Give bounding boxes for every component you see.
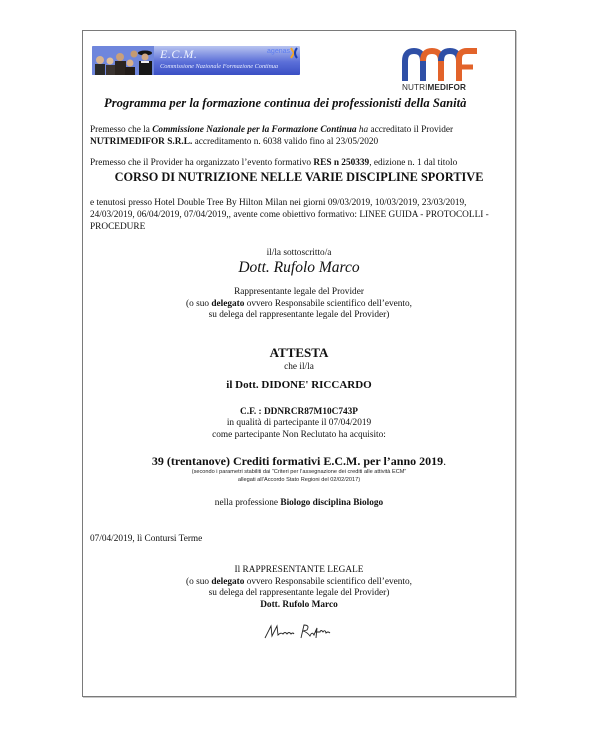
course-title: CORSO DI NUTRIZIONE NELLE VARIE DISCIPLINE SPORTIVE (114, 170, 484, 184)
provider-accreditation-text: Premesso che la Commissione Nazionale per la Formazione Continua ha accreditato il Provider NUTRIMEDIFOR S.R.L. accreditamento n. 6038 valido fino al 23/05/2020 (90, 125, 454, 148)
painting-figures-image (92, 46, 154, 75)
agenas-label: agenas (267, 48, 290, 55)
ecm-title: E.C.M. (160, 47, 198, 61)
signature-block-title: Il RAPPRESENTANTE LEGALE (234, 565, 364, 575)
attesta-that: che il/la (284, 362, 314, 372)
profession-text: nella professione Biologo disciplina Biologo (214, 498, 384, 508)
nutrimedifor-logo (401, 45, 479, 97)
credits-awarded: 39 (trentanove) Crediti formativi E.C.M. per l’anno 2019. (151, 454, 447, 468)
ecm-banner (92, 46, 300, 75)
mmf-logo-icon (401, 45, 479, 83)
undersigned-delegate-line1: (o suo delegato ovvero Responsabile scientifico dell’evento, (186, 299, 412, 309)
event-details-text: e tenutosi presso Hotel Double Tree By Hilton Milan nei giorni 09/03/2019, 10/03/2019, 23/03/2019, 24/03/2019, 06/04/2019, 07/04/2019,, avente come obiettivo formativo: LINEE GUIDA - PROTOCOLLI - PROCEDURE (90, 198, 489, 233)
participant-type: come partecipante Non Reclutato ha acquisito: (212, 430, 386, 440)
program-heading: Programma per la formazione continua dei professionisti della Sanità (104, 96, 467, 110)
signature-delegate-line2: su delega del rappresentante legale del Provider) (208, 588, 390, 598)
event-intro-text: Premesso che il Provider ha organizzato l’evento formativo RES n 250339, edizione n. 1 dal titolo (90, 158, 458, 168)
agenas-logo-icon (290, 47, 298, 59)
handwritten-signature (263, 622, 333, 642)
signature-delegate-line1: (o suo delegato ovvero Responsabile scientifico dell’evento, (186, 577, 412, 587)
undersigned-role: Rappresentante legale del Provider (234, 287, 364, 297)
place-date: 07/04/2019, lì Contursi Terme (90, 534, 203, 544)
certificate-page (82, 30, 516, 697)
participation-date: in qualità di partecipante il 07/04/2019 (226, 418, 372, 428)
attesta-title: ATTESTA (269, 345, 329, 360)
criteria-line2: allegati all’Accordo Stato Regioni del 02/02/2017) (237, 477, 361, 483)
undersigned-label: il/la sottoscritto/a (266, 248, 332, 258)
participant-name: il Dott. DIDONE' RICCARDO (226, 379, 372, 391)
ecm-subtitle: Commissione Nazionale Formazione Continua (160, 63, 279, 70)
criteria-line1: (secondo i parametri stabiliti dai “Criteri per l’assegnazione dei crediti alle attività ECM” (191, 469, 407, 475)
undersigned-name: Dott. Rufolo Marco (238, 259, 360, 276)
logo-brand-text: NUTRIMEDIFOR (402, 83, 466, 92)
signatory-name: Dott. Rufolo Marco (260, 600, 338, 610)
undersigned-delegate-line2: su delega del rappresentante legale del Provider) (208, 310, 390, 320)
tax-code: C.F. : DDNRCR87M10C743P (240, 407, 358, 417)
